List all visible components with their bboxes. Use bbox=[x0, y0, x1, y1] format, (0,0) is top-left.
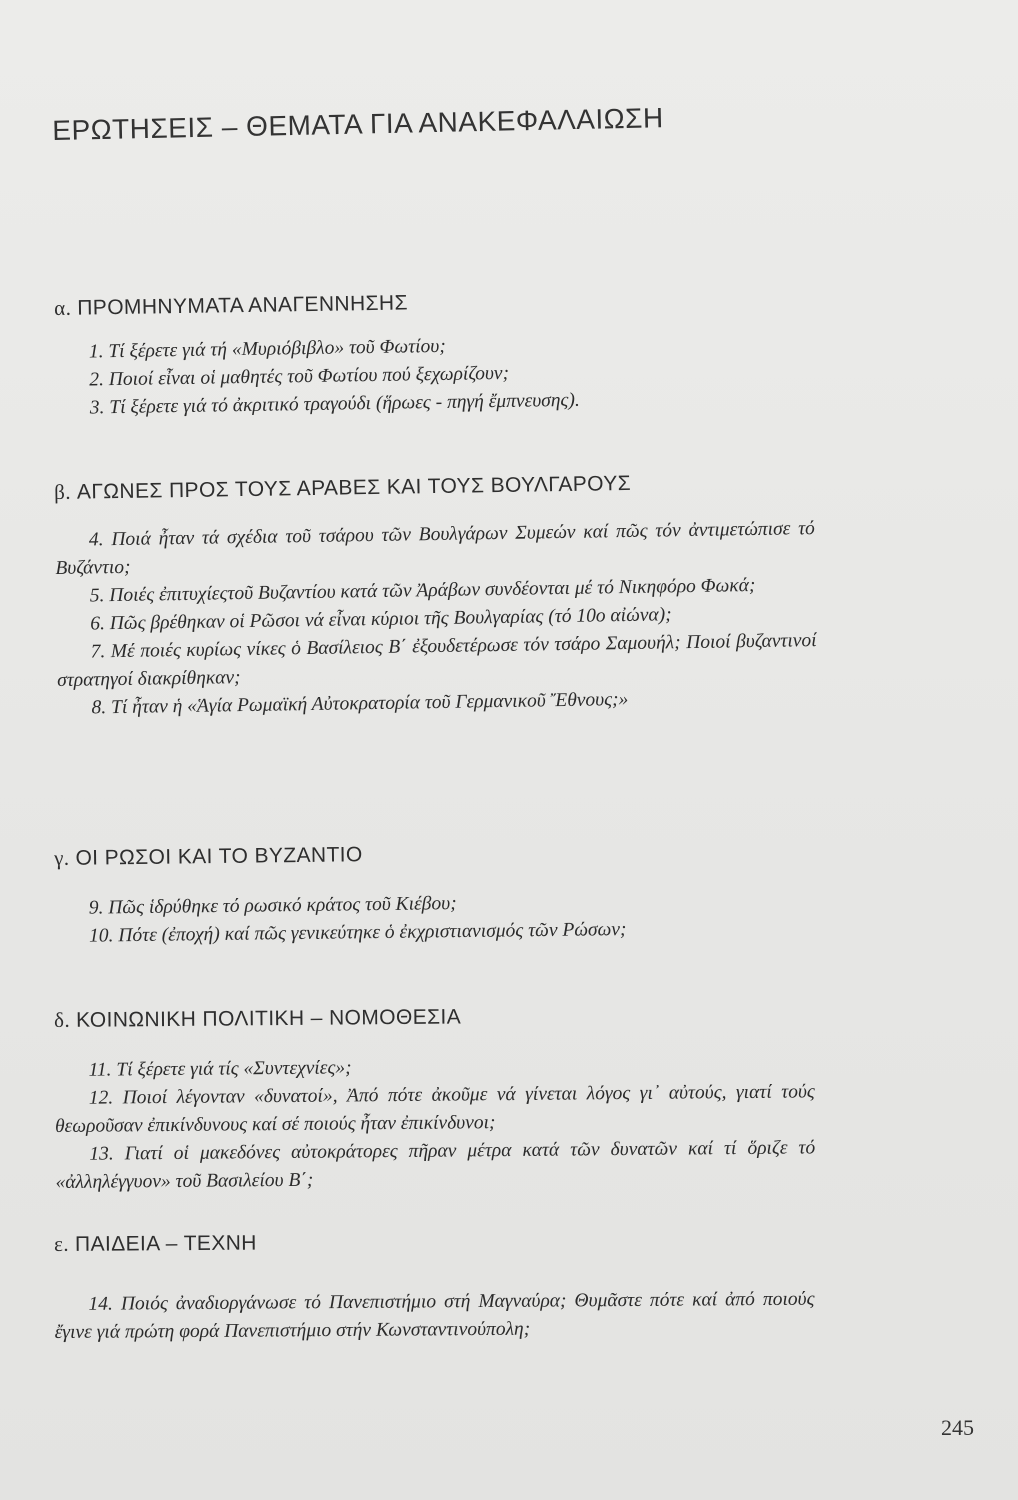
question-text: Γιατί οἱ μακεδόνες αὐτοκράτορες πῆραν μέτρα κατά τῶν δυνατῶν καί τί ὅριζε τό «ἀλληλέγγυον» τοῦ Βασιλείου Β΄; bbox=[55, 1137, 816, 1193]
question-text: Πότε (ἐποχή) καί πῶς γενικεύτηκε ὁ ἐκχριστιανισμός τῶν Ρώσων; bbox=[118, 919, 627, 947]
question-number: 9. bbox=[88, 897, 104, 919]
question-number: 8. bbox=[91, 697, 107, 719]
question-number: 5. bbox=[89, 585, 105, 607]
section-heading bbox=[54, 837, 814, 871]
question-number: 7. bbox=[90, 641, 106, 663]
question-number: 11. bbox=[88, 1059, 112, 1081]
section-heading bbox=[54, 468, 814, 505]
question-text: Πῶς βρέθηκαν οἱ Ρῶσοι νά εἶναι κύριοι τῆς Βουλγαρίας (τό 10ο αἰώνα); bbox=[109, 604, 672, 635]
question-item bbox=[55, 1134, 815, 1197]
question-item bbox=[54, 1286, 814, 1347]
section-education-art bbox=[54, 1227, 815, 1347]
section-title: ΠΡΟΜΗΝΥΜΑΤΑ ΑΝΑΓΕΝΝΗΣΗΣ bbox=[77, 291, 409, 320]
section-heading bbox=[54, 284, 814, 321]
question-text: Τί ξέρετε γιά τή «Μυριόβιβλο» τοῦ Φωτίου; bbox=[108, 335, 446, 363]
question-number: 3. bbox=[89, 397, 105, 419]
question-number: 1. bbox=[88, 341, 104, 363]
question-number: 12. bbox=[88, 1087, 114, 1109]
section-letter: γ. bbox=[54, 845, 70, 870]
question-text: Ποιοί λέγονταν «δυνατοί», Ἀπό πότε ἀκοῦμε νά γίνεται λόγος γι᾽ αὐτούς, γιατί τούς θεωροῦσαν ἐπικίνδυνους καί σέ ποιούς ἦταν ἐπικίνδυνοι; bbox=[54, 1081, 815, 1137]
question-text: Ποιοί εἶναι οἱ μαθητές τοῦ Φωτίου πού ξεχωρίζουν; bbox=[108, 362, 510, 391]
question-text: Ποιός ἀναδιοργάνωσε τό Πανεπιστήμιο στή Μαγναύρα; Θυμᾶστε πότε καί ἀπό ποιούς ἔγινε γιά πρώτη φορά Πανεπιστήμιο στήν Κωνσταντινούπολη; bbox=[54, 1288, 815, 1343]
section-title: ΠΑΙΔΕΙΑ – ΤΕΧΝΗ bbox=[74, 1231, 257, 1256]
question-text: Ποιά ἦταν τά σχέδια τοῦ τσάρου τῶν Βουλγάρων Συμεών καί πῶς τόν ἀντιμετώπισε τό Βυζάντιο; bbox=[55, 518, 816, 579]
section-russians-byzantium bbox=[54, 837, 815, 951]
question-text: Μέ ποιές κυρίως νίκες ὁ Βασίλειος Β΄ ἐξουδετέρωσε τόν τσάρο Σαμουήλ; Ποιοί βυζαντινοί στρατηγοί διακρίθηκαν; bbox=[56, 630, 817, 691]
question-number: 6. bbox=[90, 613, 106, 635]
question-text: Τί ἦταν ἡ «Ἁγία Ρωμαϊκή Αὐτοκρατορία τοῦ Γερμανικοῦ Ἔθνους;» bbox=[110, 689, 629, 719]
section-renaissance-omens bbox=[54, 284, 816, 423]
question-text: Τί ξέρετε γιά τίς «Συντεχνίες»; bbox=[116, 1057, 352, 1081]
section-title: ΚΟΙΝΩΝΙΚΗ ΠΟΛΙΤΙΚΗ – ΝΟΜΟΘΕΣΙΑ bbox=[75, 1005, 462, 1032]
question-text: Ποιές ἐπιτυχίεςτοῦ Βυζαντίου κατά τῶν Ἀράβων συνδέονται μέ τό Νικηφόρο Φωκά; bbox=[109, 574, 756, 607]
section-title: ΟΙ ΡΩΣΟΙ ΚΑΙ ΤΟ ΒΥΖΑΝΤΙΟ bbox=[75, 843, 363, 870]
question-number: 13. bbox=[89, 1143, 114, 1165]
page-number: 245 bbox=[941, 1415, 974, 1440]
section-social-policy bbox=[54, 1001, 816, 1197]
section-heading bbox=[54, 1001, 814, 1033]
section-letter: ε. bbox=[54, 1231, 70, 1256]
section-heading bbox=[54, 1227, 814, 1257]
section-title: ΑΓΩΝΕΣ ΠΡΟΣ ΤΟΥΣ ΑΡΑΒΕΣ ΚΑΙ ΤΟΥΣ ΒΟΥΛΓΑΡΟΥΣ bbox=[76, 471, 632, 504]
section-letter: β. bbox=[54, 479, 72, 504]
question-number: 14. bbox=[88, 1293, 113, 1315]
question-item bbox=[55, 1078, 815, 1141]
question-number: 10. bbox=[88, 925, 114, 947]
section-letter: δ. bbox=[54, 1007, 71, 1032]
question-text: Πῶς ἱδρύθηκε τό ρωσικό κράτος τοῦ Κιέβου; bbox=[108, 893, 457, 919]
question-text: Τί ξέρετε γιά τό ἀκριτικό τραγούδι (ἥρωες - πηγή ἔμπνευσης). bbox=[109, 389, 580, 419]
page-title: ΕΡΩΤΗΣΕΙΣ – ΘΕΜΑΤΑ ΓΙΑ ΑΝΑΚΕΦΑΛΑΙΩΣΗ bbox=[52, 102, 664, 146]
question-number: 2. bbox=[89, 369, 105, 391]
question-number: 4. bbox=[88, 529, 104, 551]
section-letter: α. bbox=[54, 295, 72, 320]
section-arabs-bulgarians bbox=[54, 468, 818, 723]
